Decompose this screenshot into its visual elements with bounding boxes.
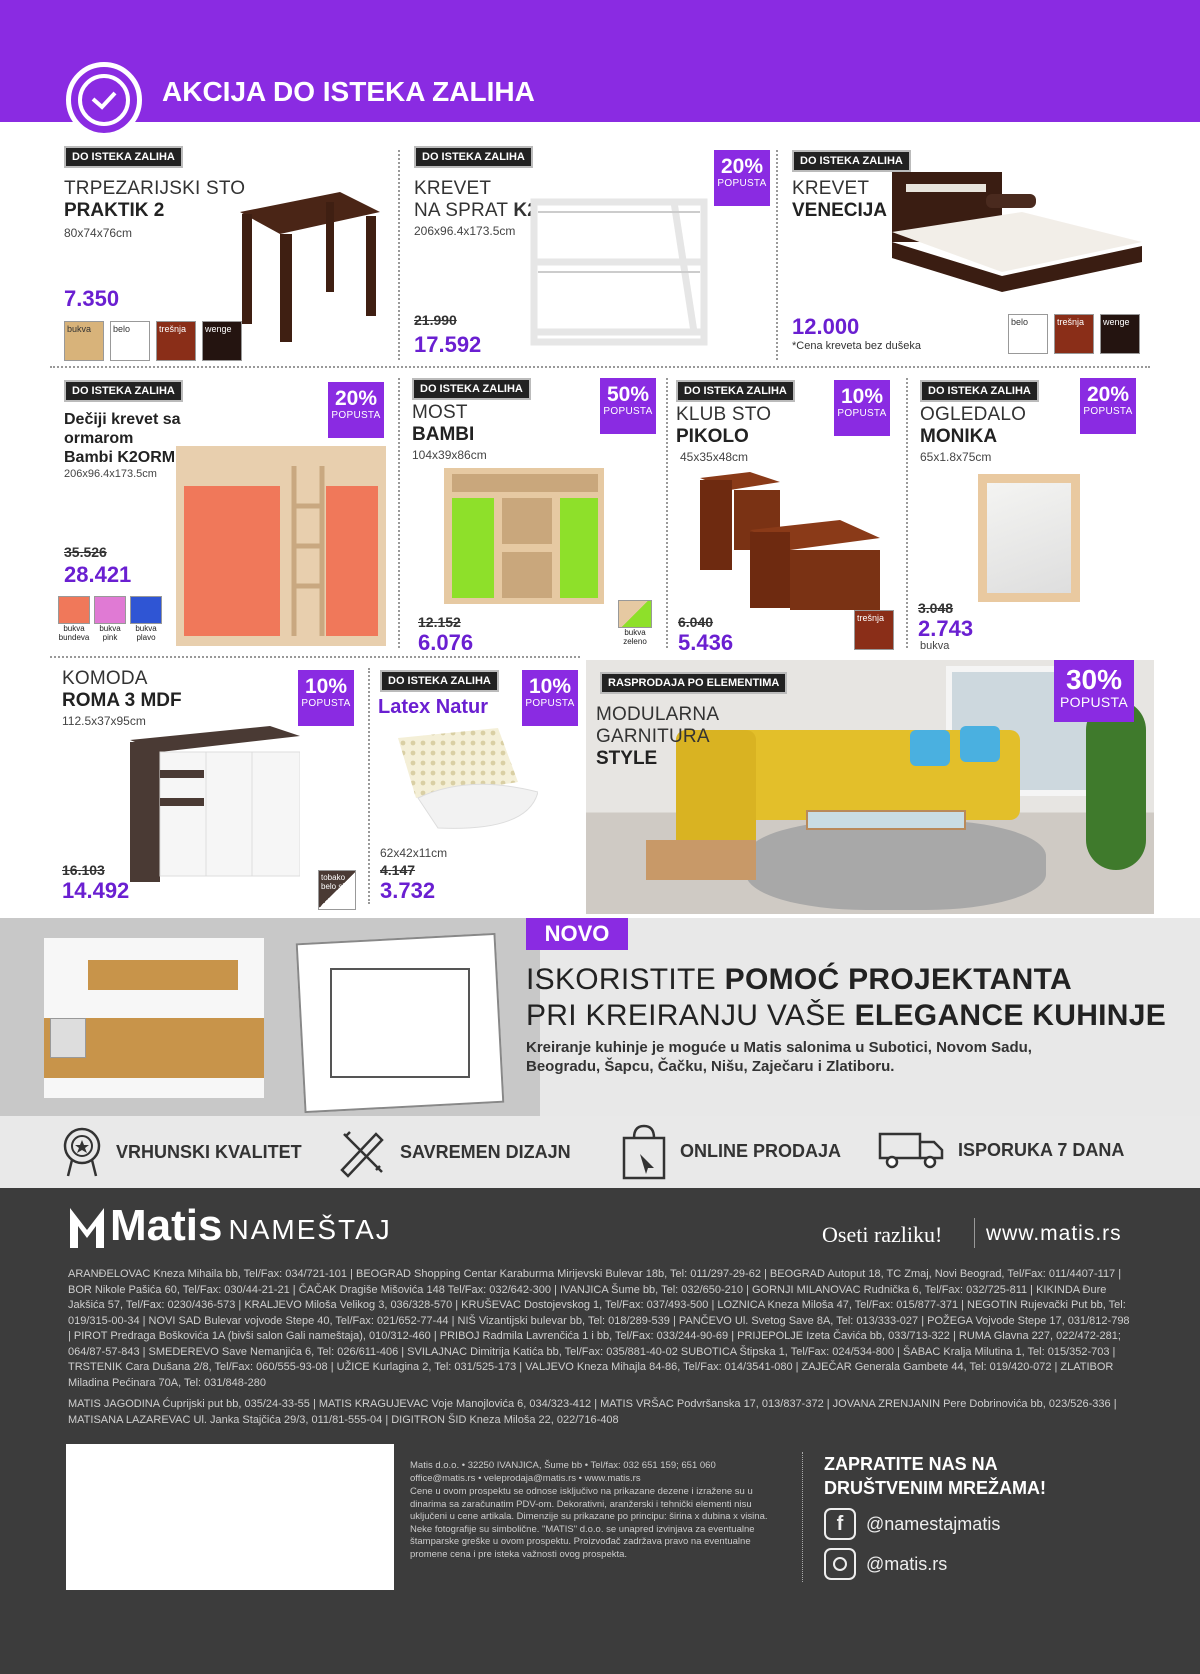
plant-image [1086,700,1146,870]
tag-badge: DO ISTEKA ZALIHA [64,380,183,402]
divider [906,378,908,648]
promo-body: Kreiranje kuhinje je moguće u Matis salonima u Subotici, Novom Sadu, Beogradu, Šapcu, Čačku, Nišu, Zaječaru i Zlatiboru. [526,1039,1032,1075]
facebook-link[interactable]: f @namestajmatis [824,1508,1000,1540]
feature-label: VRHUNSKI KVALITET [116,1141,302,1162]
medal-icon [60,1126,104,1178]
swatch[interactable]: bukva [64,321,104,361]
tag-badge: DO ISTEKA ZALIHA [64,146,183,168]
sofa-arm-image [676,730,756,850]
product-price: 14.492 [62,878,130,903]
product-type: KREVET [414,178,492,199]
swatch[interactable]: belo [110,321,150,361]
old-price: 4.147 [380,862,416,878]
swatch-item[interactable]: bukva pink [94,596,126,642]
product-card-style[interactable] [586,660,1154,914]
divider [50,366,1150,368]
product-price: 5.436 [678,630,734,655]
product-name: PRAKTIK 2 [64,200,165,221]
shelf-image [444,468,604,604]
product-type: MODULARNA [596,704,720,725]
tv-stand-image [646,840,756,880]
tag-badge: DO ISTEKA ZALIHA [380,670,499,692]
old-price: 3.048 [918,600,954,616]
product-dims: 45x35x48cm [680,450,749,464]
swatch[interactable]: trešnja [156,321,196,361]
disclaimer: Cene u ovom prospektu se odnose isključivo na prikazane dezene i izražene su u dinarima sa zaračunatim PDV-om. Dekorativni, aranžerski i tehnički elementi nisu uključeni u cene artikala. Dimenzije su prikazane po principu: širina x dubina x visina. Neke fotografije su simbolične. "MATIS" d.o.o. se unapred izvinjava za eventualne štamparske greške u ovom prospektu. Proizvođač zadržava pravo na eventualne promene cena i pre isteka važnosti ovog prospekta. [410,1486,768,1560]
shopping-bag-icon [620,1122,668,1180]
divider [50,656,580,658]
social-title: ZAPRATITE NAS NA DRUŠTVENIM MREŽAMA! [824,1454,1046,1498]
old-price: 21.990 [414,312,457,328]
swatch[interactable]: trešnja [854,610,894,650]
tag-badge: DO ISTEKA ZALIHA [414,146,533,168]
product-dims: 206x96.4x173.5cm [414,224,516,238]
instagram-icon [824,1548,856,1580]
novo-badge: NOVO [526,918,628,950]
swatch-row [58,596,162,642]
product-name: Latex Natur [378,696,489,718]
finish-label: bukva [920,640,950,652]
swatch-item[interactable]: bukva bundeva [58,596,90,642]
product-card-most-bambi[interactable] [404,378,662,654]
header-title: AKCIJA DO ISTEKA ZALIHA [162,76,535,107]
product-card-latex-natur[interactable] [374,668,586,914]
table-image [230,182,380,342]
cushion-image [910,730,950,766]
product-price: 6.076 [418,630,474,655]
bunk-bed-image [524,182,724,362]
company-info: Matis d.o.o. • 32250 IVANJICA, Šume bb • Tel/fax: 032 651 159; 651 060 office@matis.rs • veleprodaja@matis.rs • www.matis.rs [410,1460,716,1484]
instagram-link[interactable]: @matis.rs [824,1548,947,1580]
discount-badge: 20% POPUSTA [1080,378,1136,434]
feature-delivery [878,1130,1124,1170]
product-price: 3.732 [380,878,436,903]
website-link[interactable]: www.matis.rs [986,1222,1122,1245]
nesting-tables-image [690,468,890,618]
price-note: *Cena kreveta bez dušeka [792,340,922,352]
swatch-item[interactable]: bukva zeleno [618,600,652,646]
coffee-table-image [806,810,966,830]
product-type-2: GARNITURA [596,726,710,747]
product-card-k2[interactable] [404,146,774,366]
sale-badge: RASPRODAJA PO ELEMENTIMA [600,672,787,694]
matis-logo-icon [70,1208,104,1248]
old-price: 12.152 [418,614,461,630]
mirror-image [978,474,1080,602]
discount-badge: 30% POPUSTA [1054,660,1134,722]
truck-icon [878,1130,946,1170]
product-type: KREVET [792,178,870,199]
tag-badge: DO ISTEKA ZALIHA [920,380,1039,402]
swatch[interactable]: tobako belo sjaj [318,870,356,910]
product-type-2: NA SPRAT [414,200,508,221]
pillow-image [388,728,538,838]
product-type: OGLEDALO [920,404,1027,425]
product-price: 28.421 [64,562,132,587]
product-type: MOST [412,402,468,423]
discount-badge: 10% POPUSTA [522,670,578,726]
swatch[interactable]: belo [1008,314,1048,354]
divider [666,378,668,648]
product-type: TRPEZARIJSKI STO [64,178,246,199]
product-card-pikolo[interactable] [672,378,904,654]
product-card-venecija[interactable] [782,150,1150,366]
old-price: 6.040 [678,614,714,630]
footer [0,1188,1200,1674]
promo-headline-1: ISKORISTITE POMOĆ PROJEKTANTA [526,963,1072,996]
clock-icon [66,62,142,138]
product-type: KLUB STO [676,404,772,425]
product-card-praktik[interactable] [50,146,390,366]
ruler-pencil-icon [336,1126,388,1178]
product-type: KOMODA [62,668,148,689]
old-price: 35.526 [64,544,107,560]
dresser-image [130,726,300,882]
slogan: Oseti razliku! [822,1222,943,1247]
product-name: K2 [513,200,539,221]
feature-label: ISPORUKA 7 DANA [958,1139,1125,1160]
divider [368,668,370,904]
swatch[interactable]: wenge [1100,314,1140,354]
store-addresses-2: MATIS JAGODINA Ćuprijski put bb, 035/24-33-55 | MATIS KRAGUJEVAC Voje Manojlovića 6, 034/323-412 | MATIS VRŠAC Podvršanska 17, 013/837-372 | JOVANA ZRENJANIN Pere Dobrinovića bb, 023/526-336 | MATISANA LAZAREVAC Ul. Janka Stajčića 29/3, 011/81-555-04 | DIGITRON ŠID Kneza Miloša 22, 022/716-408 [68,1398,1117,1426]
store-addresses: ARANĐELOVAC Kneza Mihaila bb, Tel/Fax: 034/721-101 | BEOGRAD Shopping Centar Karaburma Mirijevski Bulevar 18b, Tel: 011/297-29-62 | BEOGRAD Autoput 18, TC Zmaj, Novi Beograd, Tel/Fax: 011/4407-117 | BOR Nikole Pašića 60, Tel/Fax: 030/44-21-21 | ČAČAK Dragiše Mišovića 148 Tel/Fax: 032/642-300 | IVANJICA Šume bb, Tel: 032/650-210 | GORNJI MILANOVAC Rudnička 6, Tel/Fax: 032/725-811 | KIKINDA Đure Jakšića 57, Tel/Fax: 0230/436-573 | KRALJEVO Miloša Velikog 3, 036/328-570 | KRUŠEVAC Dostojevskog 1, Tel/Fax: 037/493-500 | LOZNICA Kneza Miloša 47, Tel/Fax: 015/877-371 | NEGOTIN Rujevački Put bb, Tel: 019/315-00-34 | NOVI SAD Bulevar vojvode Stepe 40, Tel/Fax: 021/652-77-44 | NIŠ Vizantijski bulevar bb, Tel: 018/289-539 | PANČEVO Ul. Svetog Save 8A, Tel: 013/333-027 | POŽEGA Vojvode Stepe 17, 031/812-798 | PIROT Predraga Boškovića 1A (bivši salon Gali nameštaja), 010/312-460 | PRIBOJ Radmila Lavrenčića 1 i bb, Tel/Fax: 033/244-90-69 | PRIJEPOLJE Izeta Čavića bb, 033/713-322 | RUMA Glavna 227, 022/472-281; 064/87-57-843 | SMEDEREVO Save Nemanjića 6, Tel: 026/611-406 | SVILAJNAC Dimitrija Katića bb, Tel/Fax: 035/881-40-02 SUBOTICA Štipska 1, Tel/Fax: 024/534-800 | ŠABAC Kralja Milutina 1, Tel: 015/352-703 | TRSTENIK Cara Dušana 2/8, Tel/Fax: 060/555-93-08 | UŽICE Kurlagina 2, Tel: 031/525-173 | VALJEVO Kneza Mihajla 84-86, Tel/Fax: 014/3541-080 | ZAJEČAR Generala Gambete 44, Tel: 019/420-072 | ZLATIBOR Miladina Pećinara 70A, Tel: 031/848-280 [68,1268,1130,1389]
feature-online [620,1122,841,1180]
promo-headline-2: PRI KREIRANJU VAŠE ELEGANCE KUHINJE [526,999,1167,1032]
feature-quality [60,1126,302,1178]
product-dims: 206x96.4x173.5cm [64,468,157,480]
product-dims: 62x42x11cm [380,846,448,860]
swatch-row [1008,314,1140,354]
address-box [66,1444,394,1590]
swatch-item[interactable]: bukva plavo [130,596,162,642]
product-name: VENECIJA [792,200,888,221]
discount-badge: 10% POPUSTA [298,670,354,726]
feature-label: SAVREMEN DIZAJN [400,1141,571,1162]
product-price: 17.592 [414,332,482,357]
divider [776,150,778,360]
divider [398,378,400,648]
discount-badge: 10% POPUSTA [834,380,890,436]
product-dims: 112.5x37x95cm [62,714,146,728]
product-dims: 65x1.8x75cm [920,450,992,464]
product-card-bambi-k2orm[interactable] [50,378,394,654]
product-name: MONIKA [920,426,998,447]
discount-badge: 20% POPUSTA [328,382,384,438]
product-dims: 104x39x86cm [412,448,487,462]
product-price: 2.743 [918,616,974,641]
swatch[interactable]: wenge [202,321,242,361]
divider [398,150,400,360]
product-price: 7.350 [64,286,120,311]
product-name: BAMBI [412,424,475,445]
tag-badge: DO ISTEKA ZALIHA [792,150,911,172]
tag-badge: DO ISTEKA ZALIHA [412,378,531,400]
cushion-image [960,726,1000,762]
feature-design [336,1126,571,1178]
rug-image [746,820,1046,910]
bed-image [892,172,1142,292]
feature-label: ONLINE PRODAJA [680,1140,842,1161]
product-price: 12.000 [792,314,860,339]
tag-badge: DO ISTEKA ZALIHA [676,380,795,402]
swatch-row [64,321,242,361]
product-name: STYLE [596,748,658,769]
product-card-monika[interactable] [912,378,1150,654]
divider [974,1218,975,1248]
product-card-roma[interactable] [50,664,364,914]
old-price: 16.103 [62,862,105,878]
product-dims: 80x74x76cm [64,226,133,240]
facebook-icon: f [824,1508,856,1540]
discount-badge: 20% POPUSTA [714,150,770,206]
divider [802,1452,803,1582]
discount-badge: 50% POPUSTA [600,378,656,434]
brand-logo: Matis NAMEŠTAJ [70,1204,392,1248]
loft-bed-image [176,446,386,646]
product-name: ROMA 3 MDF [62,690,182,711]
kitchen-image [0,918,540,1116]
product-name: PIKOLO [676,426,749,447]
swatch[interactable]: trešnja [1054,314,1094,354]
product-name: Dečiji krevet sa ormarom Bambi K2ORM [64,411,181,466]
